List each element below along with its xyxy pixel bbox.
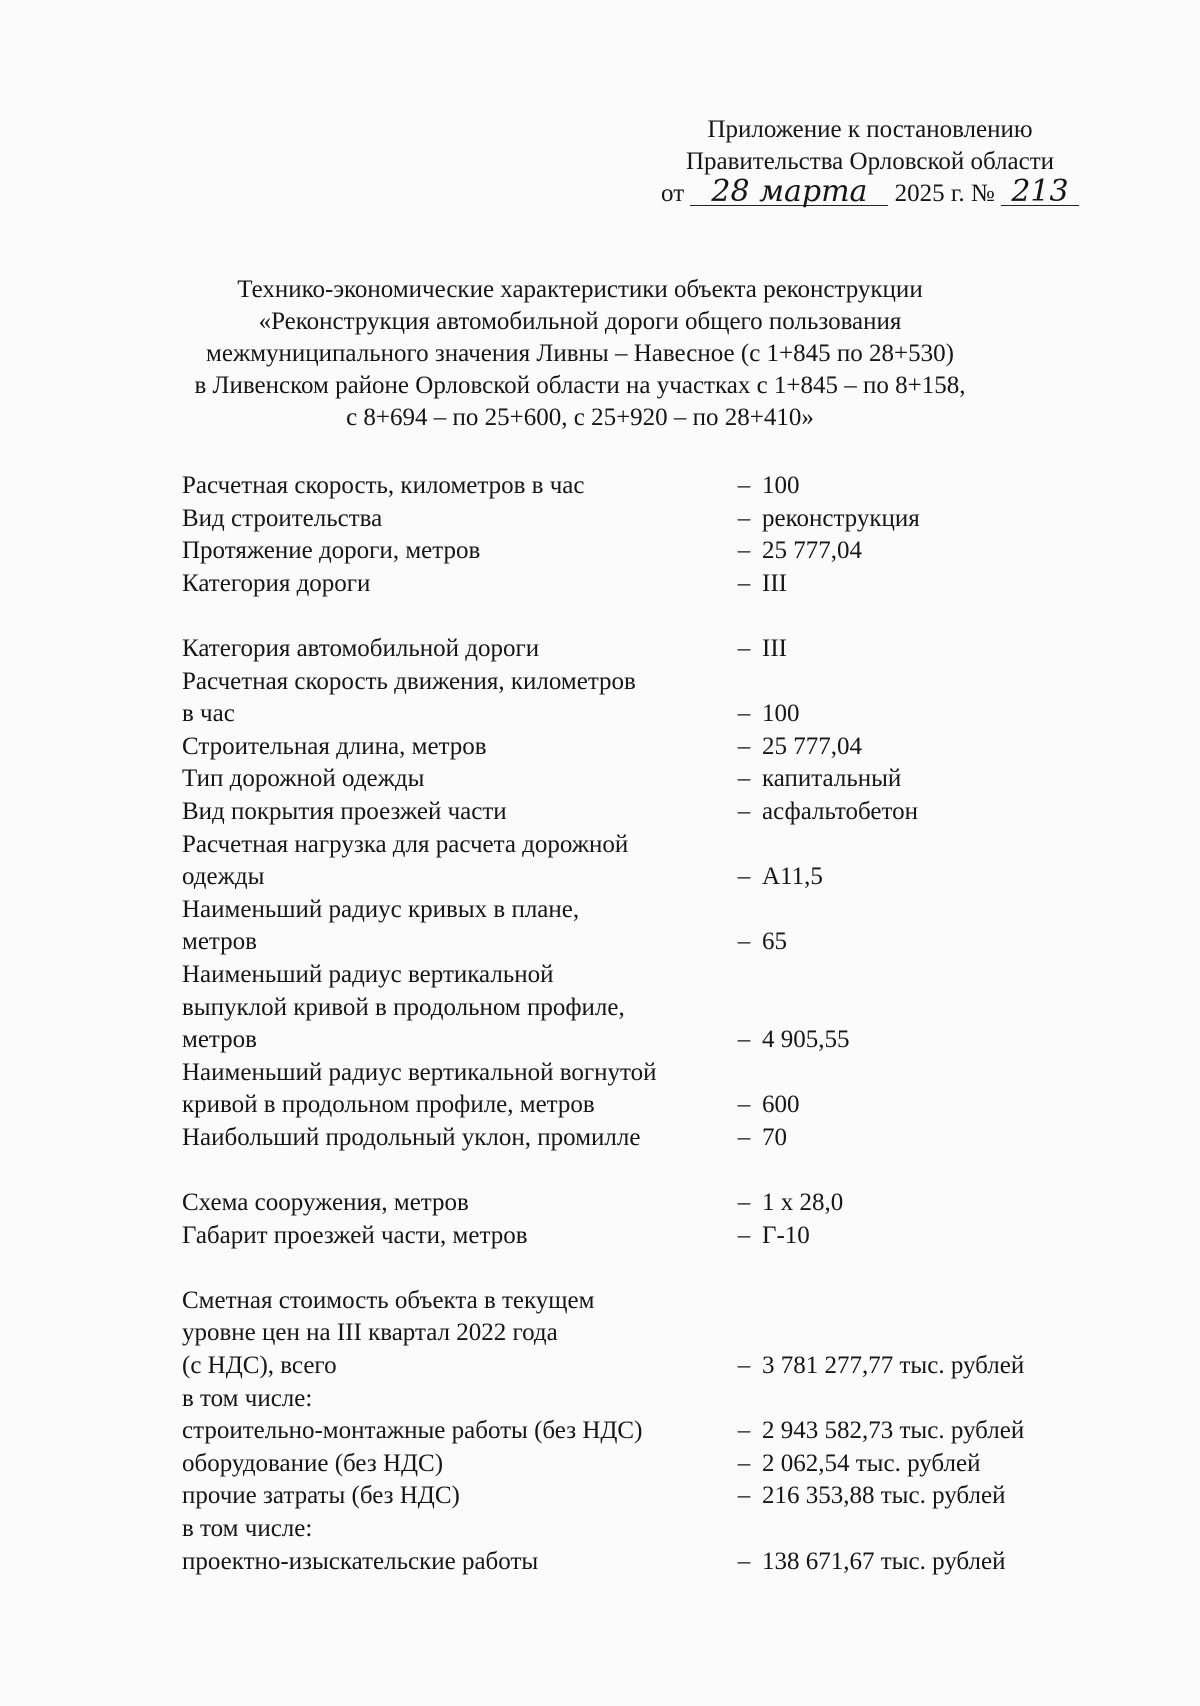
characteristic-row xyxy=(182,796,1112,829)
handwritten-number: 213 xyxy=(1001,179,1079,206)
row-dash: – xyxy=(737,700,751,728)
row-value: 70 xyxy=(762,1123,787,1151)
row-dash: – xyxy=(737,1091,751,1119)
characteristic-row xyxy=(182,568,1112,601)
row-label: Наименьший радиус вертикальной xyxy=(182,960,554,988)
row-label: Вид строительства xyxy=(182,504,383,532)
row-dash: – xyxy=(737,537,751,565)
row-value: 4 905,55 xyxy=(762,1026,850,1054)
row-dash-empty xyxy=(726,992,762,1025)
row-value xyxy=(762,1383,1112,1416)
characteristic-row xyxy=(182,959,1112,992)
row-label: выпуклой кривой в продольном профиле, xyxy=(182,993,625,1021)
characteristic-row xyxy=(182,992,1112,1025)
row-label: оборудование (без НДС) xyxy=(182,1449,444,1477)
row-label: одежды xyxy=(182,863,265,891)
row-label: Наименьший радиус кривых в плане, xyxy=(182,895,580,923)
characteristic-row xyxy=(182,763,1112,796)
row-dash-empty xyxy=(726,829,762,862)
row-value: 138 671,67 тыс. рублей xyxy=(762,1547,1006,1575)
row-value: реконструкция xyxy=(762,504,920,532)
row-gap xyxy=(182,1252,1112,1285)
characteristic-row xyxy=(182,1057,1112,1090)
row-value xyxy=(762,1513,1112,1546)
row-label: Наибольший продольный уклон, промилле xyxy=(182,1123,641,1151)
row-label: строительно-монтажные работы (без НДС) xyxy=(182,1417,643,1445)
row-label: Схема сооружения, метров xyxy=(182,1189,469,1217)
characteristic-row xyxy=(182,861,1112,894)
row-value: 216 353,88 тыс. рублей xyxy=(762,1482,1006,1510)
row-value: 2 943 582,73 тыс. рублей xyxy=(762,1417,1025,1445)
row-dash: – xyxy=(737,765,751,793)
row-dash: – xyxy=(737,1221,751,1249)
row-label: Тип дорожной одежды xyxy=(182,765,425,793)
row-gap xyxy=(182,600,1112,633)
characteristic-row xyxy=(182,698,1112,731)
row-label: (с НДС), всего xyxy=(182,1352,337,1380)
row-label: в час xyxy=(182,700,235,728)
row-dash-empty xyxy=(726,959,762,992)
characteristic-row xyxy=(182,666,1112,699)
row-dash: – xyxy=(737,863,751,891)
row-label: Категория автомобильной дороги xyxy=(182,634,540,662)
row-value: асфальтобетон xyxy=(762,797,918,825)
row-label: Габарит проезжей части, метров xyxy=(182,1221,528,1249)
row-dash: – xyxy=(737,797,751,825)
row-value: 1 х 28,0 xyxy=(762,1189,844,1217)
row-dash: – xyxy=(737,1189,751,1217)
row-label: уровне цен на III квартал 2022 года xyxy=(182,1319,558,1347)
characteristic-row xyxy=(182,633,1112,666)
row-value xyxy=(762,992,1112,1025)
row-value xyxy=(762,1057,1112,1090)
characteristic-row xyxy=(182,926,1112,959)
characteristic-row xyxy=(182,1285,1112,1318)
row-label: Строительная длина, метров xyxy=(182,732,487,760)
row-value: III xyxy=(762,569,787,597)
row-dash-empty xyxy=(726,1317,762,1350)
row-label: Расчетная скорость, километров в час xyxy=(182,472,585,499)
row-label: метров xyxy=(182,928,257,956)
characteristic-row xyxy=(182,1220,1112,1253)
row-value xyxy=(762,1285,1112,1318)
row-value xyxy=(762,959,1112,992)
row-value: 100 xyxy=(762,472,800,499)
row-value: 600 xyxy=(762,1091,800,1119)
characteristic-row xyxy=(182,1546,1112,1579)
row-dash: – xyxy=(737,1026,751,1054)
row-value: 2 062,54 тыс. рублей xyxy=(762,1449,981,1477)
characteristics-list xyxy=(182,470,1112,1578)
row-dash: – xyxy=(737,472,751,499)
row-label: метров xyxy=(182,1026,257,1054)
row-dash-empty xyxy=(726,1057,762,1090)
row-dash-empty xyxy=(726,666,762,699)
row-dash: – xyxy=(737,1123,751,1151)
row-value: III xyxy=(762,634,787,662)
characteristic-row xyxy=(182,1480,1112,1513)
row-value: 65 xyxy=(762,928,787,956)
characteristic-row xyxy=(182,1415,1112,1448)
row-dash: – xyxy=(737,1482,751,1510)
characteristic-row xyxy=(182,535,1112,568)
title-line: межмуниципального значения Ливны – Навесное (с 1+845 по 28+530) xyxy=(206,340,954,367)
row-label: прочие затраты (без НДС) xyxy=(182,1482,460,1510)
row-value: А11,5 xyxy=(762,863,823,891)
characteristic-row xyxy=(182,503,1112,536)
row-dash: – xyxy=(737,1449,751,1477)
row-value: 25 777,04 xyxy=(762,732,862,760)
row-label: Вид покрытия проезжей части xyxy=(182,797,507,825)
header-line-1: Приложение к постановлению xyxy=(707,116,1033,143)
row-value: 25 777,04 xyxy=(762,537,862,565)
row-value: 3 781 277,77 тыс. рублей xyxy=(762,1352,1025,1380)
row-label: в том числе: xyxy=(182,1515,313,1542)
title-line: Технико-экономические характеристики объекта реконструкции xyxy=(237,276,923,303)
row-dash: – xyxy=(737,732,751,760)
document-title xyxy=(150,274,1010,434)
row-value xyxy=(762,666,1112,699)
row-dash-empty xyxy=(726,1383,762,1416)
row-label: Наименьший радиус вертикальной вогнутой xyxy=(182,1058,657,1086)
characteristic-row xyxy=(182,1383,1112,1416)
characteristic-row xyxy=(182,1024,1112,1057)
row-label: Расчетная нагрузка для расчета дорожной xyxy=(182,830,629,858)
characteristic-row xyxy=(182,470,1112,503)
row-dash: – xyxy=(737,928,751,956)
characteristic-row xyxy=(182,1317,1112,1350)
row-dash-empty xyxy=(726,894,762,927)
row-dash-empty xyxy=(726,1513,762,1546)
header-line-2: Правительства Орловской области xyxy=(685,148,1055,175)
row-gap xyxy=(182,1154,1112,1187)
characteristic-row xyxy=(182,731,1112,764)
row-label: Расчетная скорость движения, километров xyxy=(182,667,636,695)
characteristic-row xyxy=(182,894,1112,927)
characteristic-row xyxy=(182,1513,1112,1546)
title-line: в Ливенском районе Орловской области на участках с 1+845 – по 8+158, xyxy=(194,372,966,399)
header-year: 2025 г. № xyxy=(894,180,995,207)
row-label: Сметная стоимость объекта в текущем xyxy=(182,1286,595,1314)
header-prefix: от xyxy=(661,180,685,207)
characteristic-row xyxy=(182,1187,1112,1220)
row-dash-empty xyxy=(726,1285,762,1318)
appendix-header xyxy=(640,114,1100,210)
characteristic-row xyxy=(182,1122,1112,1155)
row-label: Категория дороги xyxy=(182,569,371,597)
row-dash: – xyxy=(737,1417,751,1445)
handwritten-date: 28 марта xyxy=(690,179,888,206)
row-value xyxy=(762,829,1112,862)
row-label: в том числе: xyxy=(182,1384,313,1412)
row-value: 100 xyxy=(762,700,800,728)
title-line: с 8+694 – по 25+600, с 25+920 – по 28+410» xyxy=(346,404,814,431)
row-dash: – xyxy=(737,634,751,662)
characteristic-row xyxy=(182,829,1112,862)
row-dash: – xyxy=(737,1547,751,1575)
characteristic-row xyxy=(182,1350,1112,1383)
characteristic-row xyxy=(182,1089,1112,1122)
row-dash: – xyxy=(737,504,751,532)
characteristic-row xyxy=(182,1448,1112,1481)
row-value xyxy=(762,894,1112,927)
row-dash: – xyxy=(737,569,751,597)
row-label: проектно-изыскательские работы xyxy=(182,1547,539,1575)
title-line: «Реконструкция автомобильной дороги общего пользования xyxy=(258,308,902,335)
row-value: Г-10 xyxy=(762,1221,810,1249)
row-label: Протяжение дороги, метров xyxy=(182,537,481,565)
row-value xyxy=(762,1317,1112,1350)
row-value: капитальный xyxy=(762,765,902,793)
row-dash: – xyxy=(737,1352,751,1380)
header-line-3 xyxy=(640,174,1100,210)
row-label: кривой в продольном профиле, метров xyxy=(182,1091,595,1119)
